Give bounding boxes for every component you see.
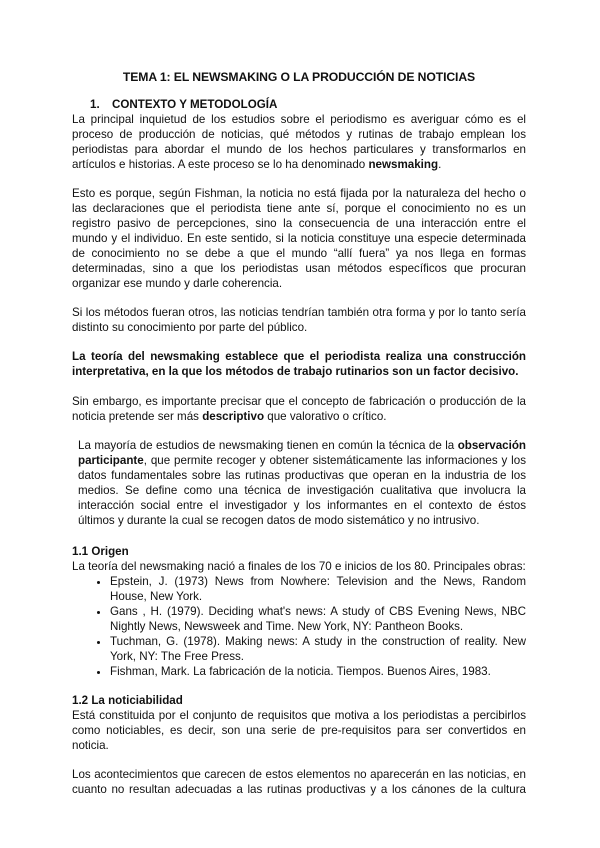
text: Sin embargo, es importante precisar que el concepto de fabricación o producción de la noticia pretende ser más	[72, 395, 526, 423]
text: , que permite recoger y obtener sistemáticamente las informaciones y los datos fundamentales sobre las rutinas productivas que operan en la industria de los medios. Se define como una técnica de investigación cualitativa que involucra la interacción social entre el investigador y los informantes en el contexto de éstos últimos y durante la cual se recogen datos de modo sistemático y no intrusivo.	[78, 454, 526, 527]
subsection-heading-origen: 1.1 Origen	[72, 545, 129, 558]
paragraph-intro	[72, 112, 526, 172]
subsection-heading-noticiabilidad: 1.2 La noticiabilidad	[72, 694, 183, 707]
text: La principal inquietud de los estudios sobre el periodismo es averiguar cómo es el proceso de producción de noticias, qué métodos y rutinas de trabajo emplean los periodistas para abordar el mundo de los hechos particulares y transformarlos en artículos e historias. A este proceso se lo ha denominado	[72, 113, 526, 171]
bold-term: descriptivo	[202, 410, 265, 423]
list-item: • Gans , H. (1979). Deciding what's news: A study of CBS Evening News, NBC Nightly News, Newsweek and Time. New York, NY: Pantheon Books.	[110, 604, 526, 634]
section-number: 1.	[90, 98, 100, 111]
paragraph-sin-embargo	[72, 394, 526, 424]
text: .	[438, 158, 442, 171]
section-heading-contexto	[72, 97, 526, 112]
paragraph-origen-intro: La teoría del newsmaking nació a finales de los 70 e inicios de los 80. Principales obras:	[72, 560, 526, 573]
text: La mayoría de estudios de newsmaking tienen en común la técnica de la	[78, 439, 458, 452]
paragraph-observacion	[72, 438, 526, 528]
paragraph-metodos: Si los métodos fueran otros, las noticias tendrían también otra forma y por lo tanto sería distinto su conocimiento por parte del público.	[72, 306, 526, 334]
document-title: TEMA 1: EL NEWSMAKING O LA PRODUCCIÓN DE NOTICIAS	[122, 70, 476, 84]
section-heading-text: CONTEXTO Y METODOLOGÍA	[112, 98, 278, 111]
paragraph-noticiabilidad: Está constituida por el conjunto de requisitos que motiva a los periodistas a percibirlos como noticiables, es decir, son una serie de pre-requisitos para ser convertidos en noticia.	[72, 709, 526, 752]
bold-term: observación participante	[78, 439, 526, 467]
list-item: • Epstein, J. (1973) News from Nowhere: Television and the News, Random House, New York.	[110, 574, 526, 604]
text: que valorativo o crítico.	[264, 410, 387, 423]
document-page	[72, 70, 526, 797]
paragraph-fishman: Esto es porque, según Fishman, la noticia no está fijada por la naturaleza del hecho o las declaraciones que el periodista tiene ante sí, porque el conocimiento no es un registro pasivo de percepciones, sino la consecuencia de una interacción entre el mundo y el individuo. En este sentido, si la noticia constituye una especie determinada de conocimiento no se debe a que el mundo “allí fuera” ya nos llega en formas determinadas, sino a que los periodistas usan métodos específicos que procuran organizar ese mundo y darle coherencia.	[72, 187, 526, 290]
list-item: • Tuchman, G. (1978). Making news: A study in the construction of reality. New York, NY: The Free Press.	[110, 634, 526, 664]
bold-term: newsmaking	[368, 158, 439, 171]
paragraph-acontecimientos: Los acontecimientos que carecen de estos elementos no aparecerán en las noticias, en cuanto no resultan adecuadas a las rutinas productivas y a los cánones de la cultura	[72, 768, 526, 796]
list-item: • Fishman, Mark. La fabricación de la noticia. Tiempos. Buenos Aires, 1983.	[110, 664, 526, 679]
paragraph-teoria-bold: La teoría del newsmaking establece que el periodista realiza una construcción interpretativa, en la que los métodos de trabajo rutinarios son un factor decisivo.	[72, 350, 526, 378]
works-list	[72, 574, 526, 679]
